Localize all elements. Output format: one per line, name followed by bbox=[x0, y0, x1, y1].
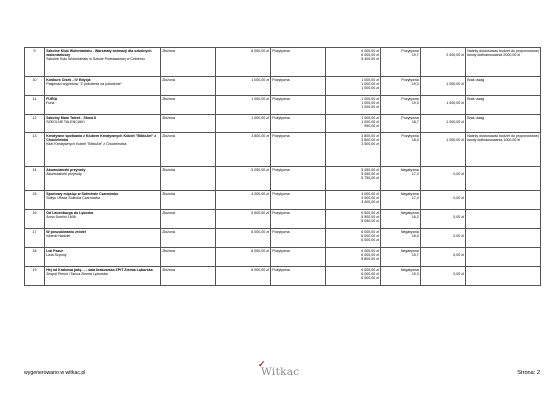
score-cell bbox=[381, 115, 421, 133]
requested-amount: 4 000,00 zł bbox=[216, 191, 271, 210]
amounts-cell bbox=[326, 167, 381, 191]
score-label: Negatywna bbox=[400, 210, 419, 215]
table-row bbox=[25, 210, 541, 229]
granted-amount: 1 000,00 zł bbox=[446, 119, 464, 124]
row-number: 13 bbox=[25, 133, 45, 167]
notes-cell bbox=[466, 248, 541, 267]
granted-cell bbox=[421, 229, 466, 248]
amount-line: 950,00 zł bbox=[364, 124, 379, 129]
amount-line: 5 800,00 zł bbox=[361, 257, 379, 262]
score-label: Negatywna bbox=[400, 167, 419, 172]
status-cell: Złożona bbox=[161, 48, 216, 77]
project-title: Akumulatorki przyrody bbox=[46, 167, 86, 172]
formal-assessment: Pozytywna bbox=[271, 96, 326, 115]
generated-by: wygenerowano w witkac.pl bbox=[24, 370, 86, 376]
formal-assessment: Pozytywna bbox=[271, 133, 326, 167]
status-cell: Złożona bbox=[161, 167, 216, 191]
row-number: 9 bbox=[25, 48, 45, 77]
score-label: Negatywna bbox=[400, 191, 419, 196]
granted-amount: 2 000,00 zł bbox=[446, 52, 464, 57]
row-number: 12 bbox=[25, 115, 45, 133]
project-cell bbox=[45, 191, 161, 210]
project-cell bbox=[45, 48, 161, 77]
project-title: Sportowy mięsiąc w Sołectwie Czarnówko bbox=[46, 191, 119, 196]
amount-line: 4 000,00 zł bbox=[361, 196, 379, 200]
project-organization: Pasjonaci wypieków "Z pokolenia na pokolenie" bbox=[46, 82, 122, 86]
score-value: 15,7 bbox=[411, 253, 419, 257]
row-number: 14 bbox=[25, 167, 45, 191]
requested-amount: 5 500,00 zł bbox=[216, 210, 271, 229]
table-row bbox=[25, 267, 541, 286]
formal-assessment: Pozytywna bbox=[271, 167, 326, 191]
requested-amount: 1 000,00 zł bbox=[216, 115, 271, 133]
granted-cell bbox=[421, 48, 466, 77]
score-cell bbox=[381, 248, 421, 267]
requested-amount: 1 000,00 zł bbox=[216, 77, 271, 96]
table-row bbox=[25, 229, 541, 248]
project-title: Szkolne Klub Wolontariatu - Warsztaty animacji dla szkolnych wolontariuszy bbox=[46, 48, 152, 57]
status-cell: Złożona bbox=[161, 210, 216, 229]
amount-line: 6 000,00 zł bbox=[361, 234, 379, 238]
row-number: 19 bbox=[25, 267, 45, 286]
project-cell bbox=[45, 229, 161, 248]
project-organization: SZKOLNE TALENCIAKI bbox=[46, 120, 85, 124]
score-value: 15,3 bbox=[411, 272, 419, 276]
amount-line: 1 000,00 zł bbox=[361, 101, 379, 105]
amounts-cell bbox=[326, 115, 381, 133]
granted-amount: 0,00 zł bbox=[453, 252, 464, 257]
row-number: 15 bbox=[25, 191, 45, 210]
score-value: 18,7 bbox=[411, 120, 419, 124]
granted-cell bbox=[421, 133, 466, 167]
project-organization: Furia bbox=[46, 101, 55, 105]
project-cell bbox=[45, 267, 161, 286]
amounts-cell bbox=[326, 191, 381, 210]
row-number: 16 bbox=[25, 210, 45, 229]
project-organization: Lwia Szpony bbox=[46, 253, 67, 257]
score-value: 17,0 bbox=[411, 196, 419, 200]
score-label: Pozytywna bbox=[401, 48, 419, 53]
formal-assessment: Pozytywna bbox=[271, 248, 326, 267]
project-title: Szkolny Mam Talent - Show II bbox=[46, 115, 97, 120]
project-title: Kreatywne spotkania z Klubem Kreatywnych Kobiet "BibloArt" z Chocielewka bbox=[46, 133, 157, 142]
granted-cell bbox=[421, 77, 466, 96]
score-value: 16,0 bbox=[411, 234, 419, 238]
table-row bbox=[25, 48, 541, 77]
amounts-cell bbox=[326, 267, 381, 286]
check-icon: ✓ bbox=[258, 359, 266, 369]
score-value: 18,0 bbox=[411, 138, 419, 142]
project-organization: Sołtys i Rada Sołecka Czarnówka bbox=[46, 196, 101, 200]
project-organization: Akumulatorki przyrody bbox=[46, 172, 82, 176]
score-cell bbox=[381, 96, 421, 115]
formal-assessment: Pozytywna bbox=[271, 229, 326, 248]
status-cell: Złożona bbox=[161, 191, 216, 210]
score-cell bbox=[381, 267, 421, 286]
amount-line: 1 000,00 zł bbox=[361, 120, 379, 124]
granted-cell bbox=[421, 267, 466, 286]
granted-cell bbox=[421, 191, 466, 210]
amount-line: 6 000,00 zł bbox=[361, 267, 379, 272]
status-cell: Złożona bbox=[161, 248, 216, 267]
row-number: 17 bbox=[25, 229, 45, 248]
notes-cell: Należy dostosować budżet do proponowanej kwoty dofinansowania 2000,00 zł bbox=[466, 48, 541, 77]
score-label: Negatywna bbox=[400, 229, 419, 234]
granted-amount: 1 000,00 zł bbox=[446, 100, 464, 105]
notes-cell: Brak uwag bbox=[466, 77, 541, 96]
requested-amount: 1 000,00 zł bbox=[216, 96, 271, 115]
project-cell bbox=[45, 133, 161, 167]
granted-cell bbox=[421, 167, 466, 191]
requested-amount: 5 050,00 zł bbox=[216, 167, 271, 191]
notes-cell bbox=[466, 167, 541, 191]
project-organization: Klub Kreatywnych Kobiet "BibloArt" z Chocielewka bbox=[46, 142, 127, 147]
amount-line: 5 050,00 zł bbox=[361, 167, 379, 172]
score-value: 19,3 bbox=[411, 101, 419, 105]
status-cell: Złożona bbox=[161, 133, 216, 167]
row-number: 18 bbox=[25, 248, 45, 267]
amount-line: 1 000,00 zł bbox=[361, 96, 379, 101]
score-label: Negatywna bbox=[400, 248, 419, 253]
row-number: 10 bbox=[25, 77, 45, 96]
notes-cell bbox=[466, 229, 541, 248]
notes-cell bbox=[466, 191, 541, 210]
project-cell bbox=[45, 115, 161, 133]
score-cell bbox=[381, 48, 421, 77]
amount-line: 5 050,00 zł bbox=[361, 172, 379, 176]
table-row bbox=[25, 96, 541, 115]
granted-cell bbox=[421, 96, 466, 115]
granted-amount: 0,00 zł bbox=[453, 214, 464, 219]
amounts-cell bbox=[326, 48, 381, 77]
score-cell bbox=[381, 191, 421, 210]
amount-line: 1 000,00 zł bbox=[361, 86, 379, 91]
score-cell bbox=[381, 229, 421, 248]
page-number: Strona: 2 bbox=[517, 370, 540, 376]
project-organization: Szkolne Koło Wolontariatu w Szkole Podstawowej w Cebieniu bbox=[46, 57, 145, 62]
formal-assessment: Pozytywna bbox=[271, 191, 326, 210]
amounts-cell bbox=[326, 210, 381, 229]
status-cell: Złożona bbox=[161, 96, 216, 115]
notes-cell: Brak uwag bbox=[466, 96, 541, 115]
formal-assessment: Pozytywna bbox=[271, 77, 326, 96]
score-value: 16,3 bbox=[411, 215, 419, 219]
table-row bbox=[25, 248, 541, 267]
formal-assessment: Pozytywna bbox=[271, 115, 326, 133]
amount-line: 6 000,00 zł bbox=[361, 248, 379, 253]
logo-text: Witkac bbox=[261, 366, 300, 378]
amount-line: 5 500,00 zł bbox=[361, 210, 379, 215]
project-organization: Iskierki Nadziei bbox=[46, 234, 71, 238]
score-label: Pozytywna bbox=[401, 77, 419, 82]
granted-amount: 0,00 zł bbox=[453, 195, 464, 200]
granted-cell bbox=[421, 210, 466, 229]
project-title: FURIA bbox=[46, 96, 58, 101]
requested-amount: 6 000,00 zł bbox=[216, 248, 271, 267]
granted-amount: 0,00 zł bbox=[453, 171, 464, 176]
amount-line: 6 000,00 zł bbox=[361, 229, 379, 234]
status-cell: Złożona bbox=[161, 229, 216, 248]
requested-amount: 3 800,00 zł bbox=[216, 133, 271, 167]
project-organization: Zespół Pieśni i Tańca Ziemia Lęborska bbox=[46, 272, 108, 276]
amount-line: 4 000,00 zł bbox=[361, 191, 379, 196]
notes-cell: Należy dostosować budżet do proponowanej kwoty dofinansowania 1000,00 zł bbox=[466, 133, 541, 167]
amount-line: 1 000,00 zł bbox=[361, 77, 379, 82]
amount-line: 3 800,00 zł bbox=[361, 133, 379, 138]
table-row bbox=[25, 167, 541, 191]
amount-line: 3 800,00 zł bbox=[361, 138, 379, 142]
score-value: 19,7 bbox=[411, 53, 419, 57]
score-label: Pozytywna bbox=[401, 115, 419, 120]
requested-amount: 6 000,00 zł bbox=[216, 229, 271, 248]
score-label: Pozytywna bbox=[401, 133, 419, 138]
amount-line: 6 000,00 zł bbox=[361, 253, 379, 257]
amount-line: 6 000,00 zł bbox=[361, 238, 379, 243]
project-title: Lwi Pazur bbox=[46, 248, 63, 253]
score-value: 17,3 bbox=[411, 172, 419, 176]
notes-cell: Brak uwag bbox=[466, 115, 541, 133]
amounts-cell bbox=[326, 248, 381, 267]
score-cell bbox=[381, 133, 421, 167]
table-row bbox=[25, 133, 541, 167]
granted-amount: 1 000,00 zł bbox=[446, 81, 464, 86]
table-row bbox=[25, 191, 541, 210]
amounts-cell bbox=[326, 229, 381, 248]
score-label: Pozytywna bbox=[401, 96, 419, 101]
table-body bbox=[25, 48, 541, 286]
amount-line: 1 000,00 zł bbox=[361, 115, 379, 120]
project-cell bbox=[45, 248, 161, 267]
amount-line: 5 500,00 zł bbox=[361, 215, 379, 219]
projects-table bbox=[24, 47, 541, 286]
amounts-cell bbox=[326, 133, 381, 167]
project-cell bbox=[45, 167, 161, 191]
amount-line: 3 500,00 zł bbox=[361, 142, 379, 147]
granted-amount: 0,00 zł bbox=[453, 271, 464, 276]
project-cell bbox=[45, 210, 161, 229]
score-cell bbox=[381, 167, 421, 191]
project-title: W poszukiwaniu źródeł bbox=[46, 229, 86, 234]
amount-line: 5 750,00 zł bbox=[361, 176, 379, 181]
amount-line: 1 000,00 zł bbox=[361, 82, 379, 86]
project-title: Od Lauenburga do Lęborka bbox=[46, 210, 94, 215]
amount-line: 5 400,00 zł bbox=[361, 57, 379, 62]
score-cell bbox=[381, 77, 421, 96]
amount-line: 5 050,00 zł bbox=[361, 219, 379, 224]
granted-cell bbox=[421, 115, 466, 133]
formal-assessment: Pozytywna bbox=[271, 48, 326, 77]
amount-line: 6 000,00 zł bbox=[361, 272, 379, 276]
formal-assessment: Pozytywna bbox=[271, 267, 326, 286]
table-row bbox=[25, 77, 541, 96]
amount-line: 6 000,00 zł bbox=[361, 53, 379, 57]
amount-line: 3 400,00 zł bbox=[361, 200, 379, 205]
project-organization: Anno Domini 1606 bbox=[46, 215, 76, 219]
status-cell: Złożona bbox=[161, 115, 216, 133]
project-cell bbox=[45, 96, 161, 115]
witkac-logo bbox=[258, 359, 300, 378]
amount-line: 6 000,00 zł bbox=[361, 276, 379, 281]
score-label: Negatywna bbox=[400, 267, 419, 272]
project-title: Konkurs Cisek - IV Edycja bbox=[46, 77, 91, 82]
amounts-cell bbox=[326, 77, 381, 96]
requested-amount: 6 000,00 zł bbox=[216, 48, 271, 77]
project-cell bbox=[45, 77, 161, 96]
granted-amount: 0,00 zł bbox=[453, 233, 464, 238]
row-number: 11 bbox=[25, 96, 45, 115]
score-cell bbox=[381, 210, 421, 229]
amount-line: 6 000,00 zł bbox=[361, 48, 379, 53]
granted-cell bbox=[421, 248, 466, 267]
notes-cell bbox=[466, 210, 541, 229]
status-cell: Złożona bbox=[161, 267, 216, 286]
status-cell: Złożona bbox=[161, 77, 216, 96]
formal-assessment: Pozytywna bbox=[271, 210, 326, 229]
requested-amount: 6 000,00 zł bbox=[216, 267, 271, 286]
score-value: 19,3 bbox=[411, 82, 419, 86]
notes-cell bbox=[466, 267, 541, 286]
project-title: Hej od Krakowa jadę… - sala krakowska ZPiT Ziemia Lęborska bbox=[46, 267, 153, 272]
amount-line: 1 000,00 zł bbox=[361, 105, 379, 110]
granted-amount: 1 000,00 zł bbox=[446, 137, 464, 142]
table-row bbox=[25, 115, 541, 133]
amounts-cell bbox=[326, 96, 381, 115]
